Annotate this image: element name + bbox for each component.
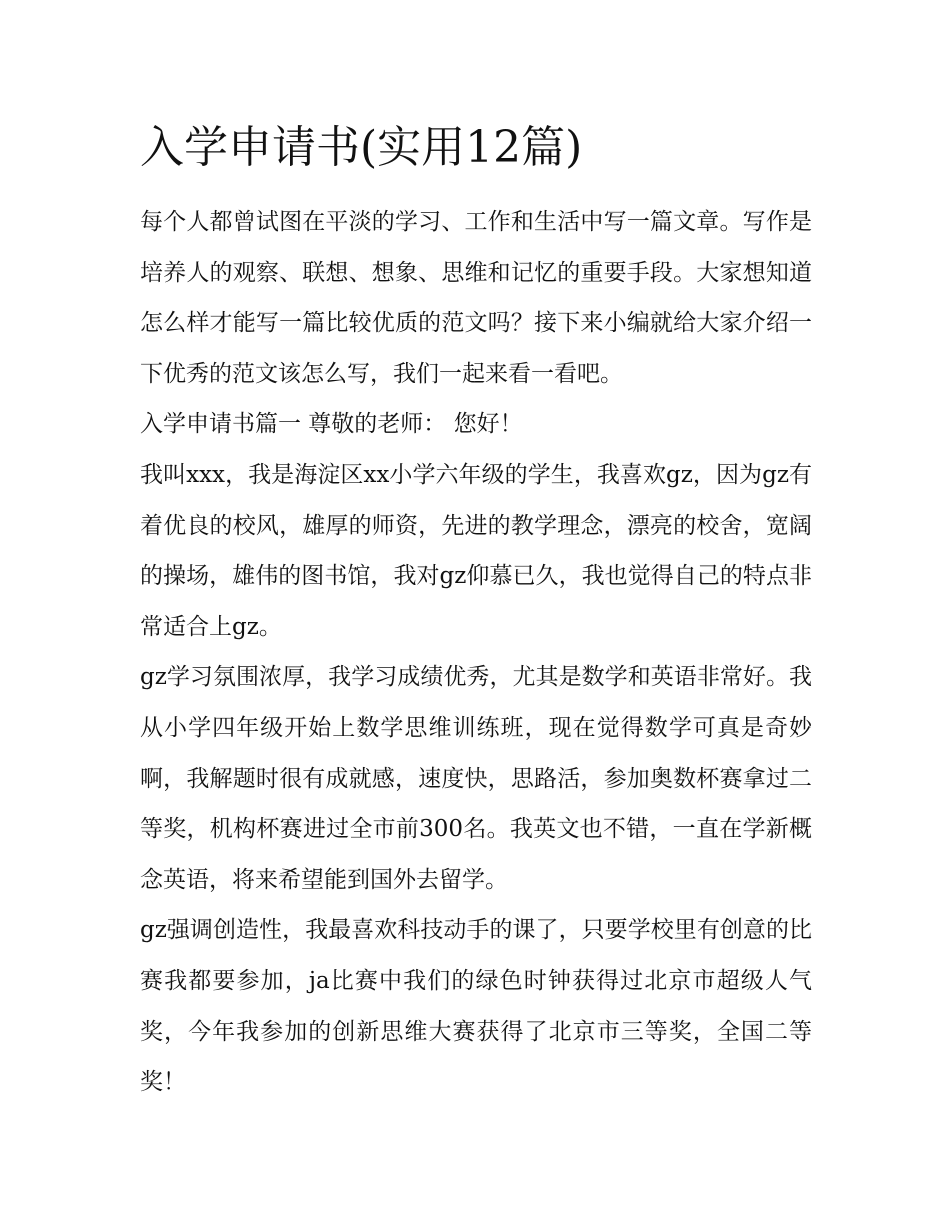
document-body — [140, 197, 812, 1108]
body-paragraph: gz学习氛围浓厚，我学习成绩优秀，尤其是数学和英语非常好。我从小学四年级开始上数学思维训练班，现在觉得数学可真是奇妙啊，我解题时很有成就感，速度快，思路活，参加奥数杯赛拿过二等奖，机构杯赛进过全市前300名。我英文也不错，一直在学新概念英语，将来希望能到国外去留学。 — [140, 664, 812, 893]
body-paragraph: gz强调创造性，我最喜欢科技动手的课了，只要学校里有创意的比赛我都要参加，ja比赛中我们的绿色时钟获得过北京市超级人气奖，今年我参加的创新思维大赛获得了北京市三等奖，全国二等奖！ — [140, 917, 812, 1096]
salutation-paragraph: 入学申请书篇一 尊敬的老师： 您好！ — [140, 411, 523, 438]
intro-paragraph: 每个人都曾试图在平淡的学习、工作和生活中写一篇文章。写作是培养人的观察、联想、想象、思维和记忆的重要手段。大家想知道怎么样才能写一篇比较优质的范文吗？接下来小编就给大家介绍一下优秀的范文该怎么写，我们一起来看一看吧。 — [140, 209, 812, 387]
document-title: 入学申请书(实用12篇) — [140, 122, 583, 173]
body-paragraph: 我叫xxx，我是海淀区xx小学六年级的学生，我喜欢gz，因为gz有着优良的校风，雄厚的师资，先进的教学理念，漂亮的校舍，宽阔的操场，雄伟的图书馆，我对gz仰慕已久，我也觉得自己的特点非常适合上gz。 — [140, 461, 812, 640]
